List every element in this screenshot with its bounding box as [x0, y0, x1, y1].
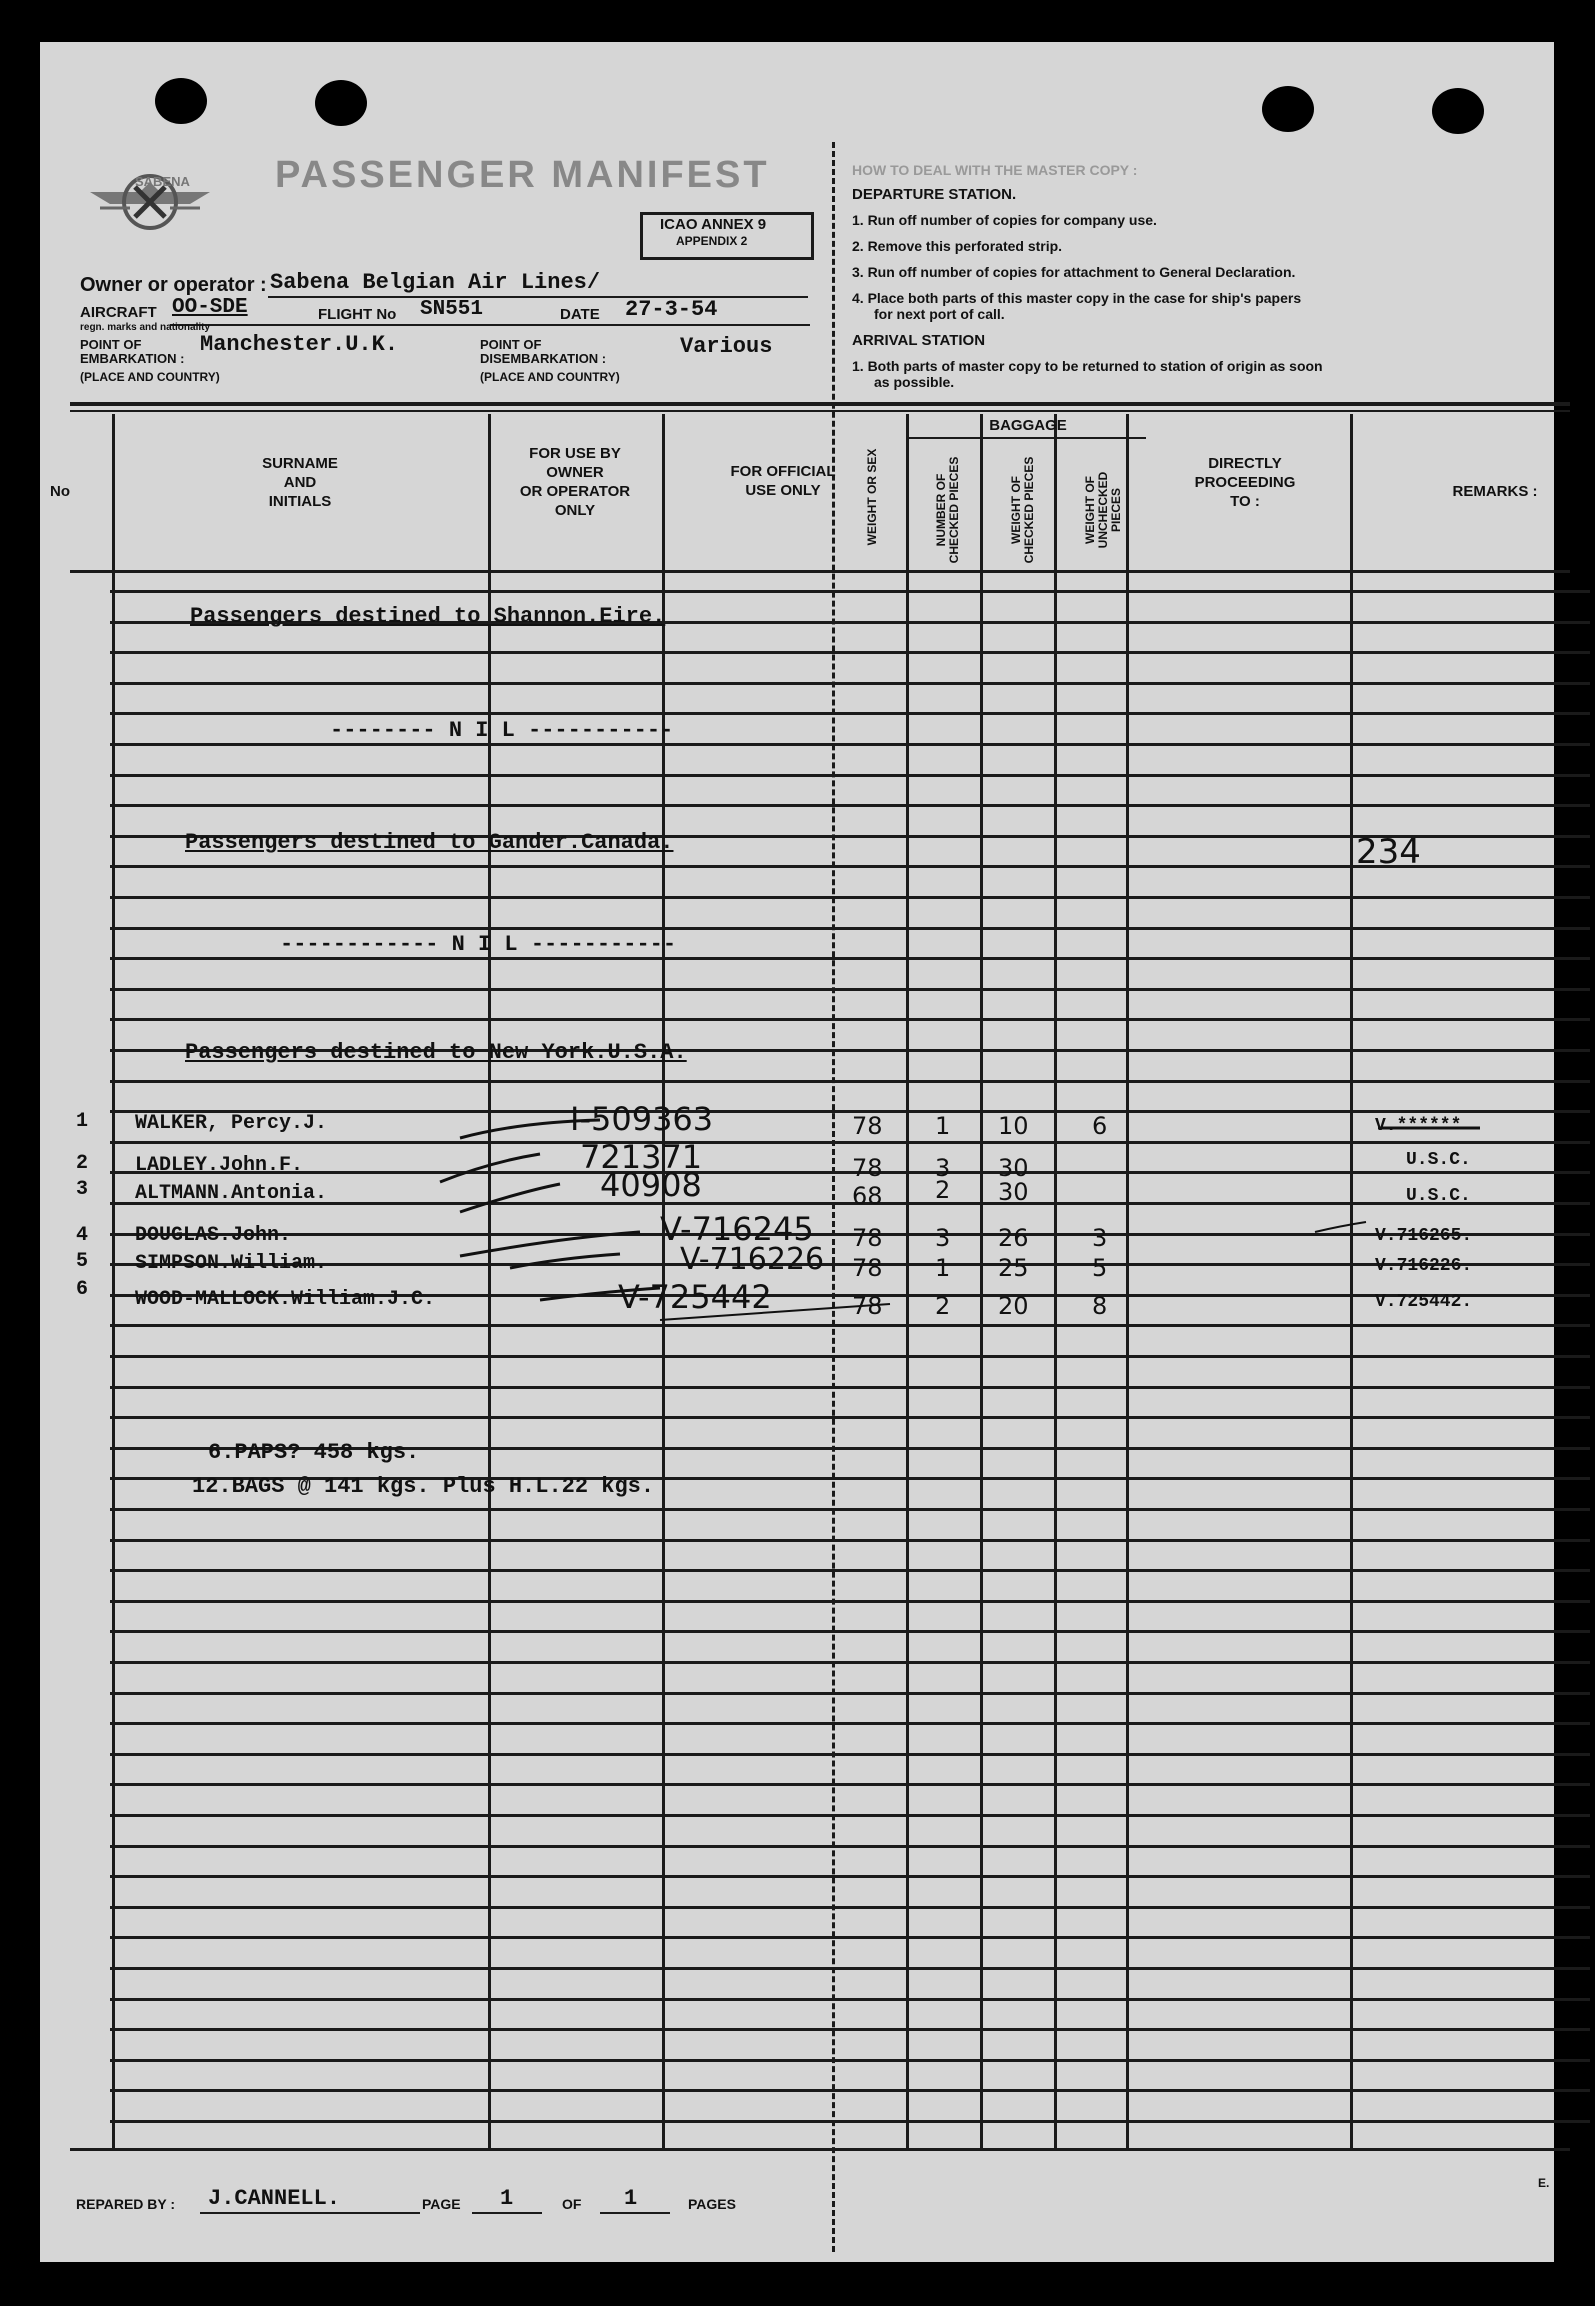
page-label: PAGE [422, 2196, 461, 2212]
pax-weight: 78 [852, 1154, 883, 1182]
faded-heading: HOW TO DEAL WITH THE MASTER COPY : [852, 162, 1138, 178]
departure-heading: DEPARTURE STATION. [852, 186, 1017, 203]
date-value: 27-3-54 [625, 297, 718, 322]
col-proceeding-line1: DIRECTLY [1208, 455, 1282, 472]
arrival-1b: as possible. [874, 374, 955, 390]
pax-name: WALKER, Percy.J. [135, 1112, 328, 1135]
disembark-value: Various [680, 334, 773, 359]
pax-no: 6 [76, 1278, 89, 1301]
col-owner-line4: ONLY [554, 502, 596, 519]
page-value: 1 [500, 2186, 514, 2211]
pax-name: LADLEY.John.F. [135, 1154, 304, 1177]
aircraft-label: AIRCRAFT [80, 304, 157, 321]
pax-unchecked: 6 [1092, 1112, 1108, 1140]
pax-checked: 10 [998, 1112, 1029, 1140]
col-surname-line2: AND [283, 474, 317, 491]
pax-official: 721371 [580, 1138, 703, 1176]
page-underline [472, 2212, 542, 2214]
form-title: PASSENGER MANIFEST [275, 154, 770, 196]
pax-weight: 78 [852, 1292, 883, 1320]
pax-remarks: V.725442. [1375, 1292, 1473, 1312]
pax-no: 2 [76, 1152, 89, 1175]
col-official-line2: USE ONLY [745, 482, 821, 499]
pax-name: ALTMANN.Antonia. [135, 1182, 328, 1205]
of-underline [600, 2212, 670, 2214]
totals-paps: 6.PAPS? 458 kgs. [208, 1440, 420, 1465]
section-nil-1: -------- N I L ----------- [330, 718, 674, 743]
pax-pieces: 1 [935, 1112, 951, 1140]
flight-value: SN551 [420, 298, 484, 321]
pax-pieces: 2 [935, 1292, 951, 1320]
section-gander: Passengers destined to Gander.Canada. [185, 830, 674, 855]
handwritten-marks [40, 42, 1554, 2262]
manifest-sheet [40, 42, 1554, 2262]
corner-mark: E. [1538, 2176, 1550, 2190]
regn-label: regn. marks and nationality [80, 322, 211, 333]
owner-label: Owner or operator : [80, 274, 267, 296]
instruction-4b: for next port of call. [874, 306, 1005, 322]
pax-no: 4 [76, 1224, 89, 1247]
pax-weight: 78 [852, 1112, 883, 1140]
col-proceeding-line2: PROCEEDING [1194, 474, 1296, 491]
pax-official: 40908 [600, 1166, 702, 1204]
pax-weight: 78 [852, 1224, 883, 1252]
embark-value: Manchester.U.K. [200, 332, 399, 357]
col-weight-header: WEIGHT OR SEX [865, 448, 879, 546]
aircraft-value: OO-SDE [172, 296, 248, 319]
section-nil-2: ------------ N I L ----------- [280, 932, 677, 957]
annotation-234: 234 [1356, 832, 1421, 872]
col-surname-line1: SURNAME [262, 455, 338, 472]
col-surname-line3: INITIALS [268, 493, 332, 510]
pax-remarks: V.****** [1375, 1116, 1462, 1136]
disembark-label: POINT OF DISEMBARKATION : [480, 337, 607, 366]
col-owner-line3: OR OPERATOR [519, 483, 631, 500]
pax-remarks: U.S.C. [1406, 1150, 1471, 1170]
pax-pieces: 3 [935, 1154, 951, 1182]
footer-rule [70, 2148, 1570, 2151]
col-checked-header: WEIGHT OF CHECKED PIECES [1009, 456, 1036, 564]
embark-label: POINT OF EMBARKATION : [80, 337, 185, 366]
pax-remarks: V.716226. [1375, 1256, 1473, 1276]
pax-official: I-509363 [570, 1100, 714, 1138]
totals-bags: 12.BAGS @ 141 kgs. Plus H.L.22 kgs. [192, 1474, 655, 1499]
of-value: 1 [624, 2186, 638, 2211]
col-no-header: No [50, 483, 70, 500]
pax-pieces: 3 [935, 1224, 951, 1252]
col-owner-line2: OWNER [546, 464, 604, 481]
embark-sub: (PLACE AND COUNTRY) [80, 370, 220, 384]
disembark-sub: (PLACE AND COUNTRY) [480, 370, 620, 384]
pax-official: V-716245 [660, 1210, 814, 1248]
pax-remarks: U.S.C. [1406, 1186, 1471, 1206]
pax-unchecked: 8 [1092, 1292, 1108, 1320]
owner-value: Sabena Belgian Air Lines/ [270, 270, 601, 295]
pax-remarks: V.716265. [1375, 1226, 1473, 1246]
pax-checked: 25 [998, 1254, 1029, 1282]
pax-unchecked: 5 [1092, 1254, 1108, 1282]
flight-label: FLIGHT No [318, 306, 397, 323]
pax-no: 3 [76, 1178, 89, 1201]
pax-official: V-725442 [618, 1278, 772, 1316]
date-label: DATE [560, 306, 600, 323]
arrival-heading: ARRIVAL STATION [852, 332, 986, 349]
col-owner-line1: FOR USE BY [529, 445, 621, 462]
instruction-1: 1. Run off number of copies for company use. [852, 212, 1157, 228]
pax-name: WOOD-MALLOCK.William.J.C. [135, 1288, 436, 1311]
pax-checked: 26 [998, 1224, 1029, 1252]
col-proceeding-line3: TO : [1230, 493, 1260, 510]
col-baggage-header: BAGGAGE [989, 417, 1067, 434]
pax-pieces: 1 [935, 1254, 951, 1282]
col-remarks-header: REMARKS : [1452, 483, 1538, 500]
pax-checked: 30 [998, 1178, 1029, 1206]
prepared-value: J.CANNELL. [208, 2186, 341, 2211]
instruction-3: 3. Run off number of copies for attachment to General Declaration. [852, 264, 1296, 280]
icao-line2: APPENDIX 2 [676, 234, 748, 248]
logo-text: SABENA [135, 174, 190, 189]
pax-official: V-716226 [680, 1242, 825, 1277]
section-newyork: Passengers destined to New York.U.S.A. [185, 1040, 687, 1065]
arrival-1: 1. Both parts of master copy to be returned to station of origin as soon [852, 358, 1323, 374]
prepared-label: REPARED BY : [76, 2196, 176, 2212]
prepared-underline [200, 2212, 420, 2214]
section-shannon: Passengers destined to Shannon.Eire. [190, 604, 666, 629]
pax-weight: 78 [852, 1254, 883, 1282]
pax-no: 5 [76, 1250, 89, 1273]
col-pieces-header: NUMBER OF CHECKED PIECES [934, 456, 961, 564]
pax-unchecked: 3 [1092, 1224, 1108, 1252]
instruction-2: 2. Remove this perforated strip. [852, 238, 1063, 254]
instruction-4: 4. Place both parts of this master copy in the case for ship's papers [852, 290, 1302, 306]
of-label: OF [562, 2196, 582, 2212]
pax-pieces: 2 [935, 1176, 951, 1204]
pax-no: 1 [76, 1110, 89, 1133]
pages-label: PAGES [688, 2196, 736, 2212]
pax-weight: 68 [852, 1182, 883, 1210]
pax-name: SIMPSON.William. [135, 1252, 328, 1275]
col-unchecked-header: WEIGHT OF UNCHECKED PIECES [1083, 471, 1123, 549]
pax-checked: 30 [998, 1154, 1029, 1182]
pax-checked: 20 [998, 1292, 1029, 1320]
col-official-line1: FOR OFFICIAL [730, 463, 836, 480]
icao-line1: ICAO ANNEX 9 [660, 216, 767, 233]
pax-name: DOUGLAS.John. [135, 1224, 292, 1247]
